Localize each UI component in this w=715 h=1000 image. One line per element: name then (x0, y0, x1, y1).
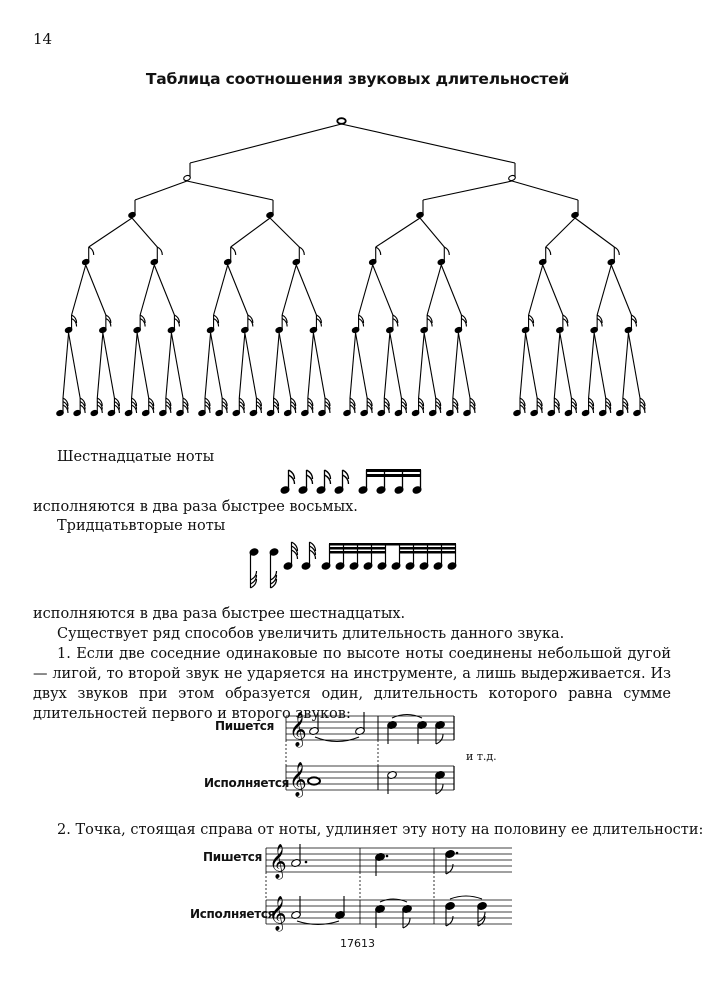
thirtysecond-note (176, 398, 188, 416)
sixteenth-note (590, 315, 602, 333)
tree-branch (373, 265, 393, 315)
tree-branch (359, 265, 373, 315)
tree-branch (89, 218, 132, 247)
thirtysecond-note (360, 398, 372, 416)
sixteenth-note (207, 315, 219, 333)
tree-branch (274, 333, 280, 398)
tree-branch (597, 265, 611, 315)
half-note (183, 163, 191, 181)
sixteenth-note (99, 315, 111, 333)
thirtysecond-note (463, 398, 475, 416)
thirtysecond-note (56, 398, 68, 416)
sixteenth-note (522, 315, 534, 333)
sixteenth-note (556, 315, 568, 333)
thirtysecond-note (159, 398, 171, 416)
eighth-note (150, 247, 162, 265)
tree-branch (296, 265, 316, 315)
sixteenth-note (420, 315, 432, 333)
tree-branch (589, 333, 595, 398)
thirtysecond-note (343, 398, 355, 416)
tree-branch (205, 333, 211, 398)
tree-branch (356, 333, 368, 398)
thirtysecond-note (125, 398, 137, 416)
sixteenth-note (624, 315, 636, 333)
eighth-note (607, 247, 619, 265)
rule-2-text: 2. Точка, стоящая справа от ноты, удлиняет эту ноту на половину ее длительности: (57, 822, 704, 838)
tree-branch (132, 333, 138, 398)
tree-branch (187, 181, 273, 200)
thirtysecond-note (107, 398, 119, 416)
tree-branch (512, 181, 578, 200)
tree-branch (137, 333, 149, 398)
sixteenth-note (133, 315, 145, 333)
thirtysecond-note (394, 398, 406, 416)
tree-branch (308, 333, 314, 398)
tree-branch (132, 218, 157, 247)
treble-clef-icon: 𝄞 (269, 896, 287, 931)
tree-branch (282, 265, 296, 315)
thirtysecond-note (283, 542, 297, 570)
tree-branch (214, 265, 228, 315)
tree-branch (86, 265, 106, 315)
treble-clef-icon: 𝄞 (289, 762, 307, 797)
tie-example-staves (282, 710, 462, 800)
tree-branch (554, 333, 560, 398)
thirtysecond-note (249, 398, 261, 416)
sixteenth-note (298, 470, 312, 494)
sixteenth-description: исполняются в два раза быстрее восьмых. (33, 499, 358, 515)
tree-branch (154, 265, 174, 315)
tree-branch (419, 333, 425, 398)
tree-branch (529, 265, 543, 315)
tree-branch (135, 181, 187, 200)
thirtysecond-note (215, 398, 227, 416)
thirtysecond-note (90, 398, 102, 416)
thirtysecond-note (633, 398, 645, 416)
thirtysecond-note (377, 398, 389, 416)
thirtysecond-note (616, 398, 628, 416)
tree-branch (420, 218, 444, 247)
thirtysecond-note (318, 398, 330, 416)
sixteenth-note (334, 470, 348, 494)
tree-branch (546, 218, 575, 247)
tree-branch (140, 265, 154, 315)
dot-example-staves (262, 842, 522, 932)
tree-branch (424, 333, 436, 398)
thirtysecond-note (429, 398, 441, 416)
example1-written-label: Пишется (215, 719, 275, 733)
thirtysecond-note (412, 398, 424, 416)
tree-branch (239, 333, 245, 398)
tree-branch (231, 218, 270, 247)
sixteenth-note (167, 315, 179, 333)
sixteenth-note (316, 470, 330, 494)
tree-branch (594, 333, 606, 398)
thirtysecond-note (530, 398, 542, 416)
tree-branch (245, 333, 257, 398)
tree-branch (171, 333, 183, 398)
tree-branch (228, 265, 248, 315)
half-note (508, 163, 516, 181)
tree-branch (313, 333, 325, 398)
rule-1-text: 1. Если две соседние одинаковые по высоте ноты соединены небольшой дугой — лигой, то второй звук не ударяется на инструменте, а лишь выдерживается. Из двух звуков при этом образуется один, длительность которого равна сумме длительностей первого и второго звуков: (33, 646, 671, 722)
thirtysecond-notes-example (240, 538, 500, 598)
sixteenth-note (241, 315, 253, 333)
eighth-note (437, 247, 449, 265)
tree-branch (526, 333, 538, 398)
treble-clef-icon: 𝄞 (289, 712, 307, 747)
quarter-note (571, 200, 579, 218)
thirtysecond-note (249, 548, 259, 588)
tree-branch (423, 181, 512, 200)
page-number: 14 (33, 30, 53, 48)
tree-branch (427, 265, 441, 315)
tree-branch (623, 333, 629, 398)
thirtysecond-note (564, 398, 576, 416)
tree-branch (211, 333, 223, 398)
sixteenth-notes-example (275, 464, 435, 498)
quarter-note (266, 200, 274, 218)
quarter-note (416, 200, 424, 218)
sixteenth-note (280, 470, 294, 494)
thirtysecond-note (446, 398, 458, 416)
eighth-note (369, 247, 381, 265)
tree-branch (190, 124, 342, 163)
example1-performed-label: Исполняется (204, 776, 290, 790)
tree-branch (520, 333, 526, 398)
thirtysecond-note (547, 398, 559, 416)
tree-branch (611, 265, 631, 315)
tree-branch (628, 333, 640, 398)
eighth-note (292, 247, 304, 265)
thirtysecond-note (198, 398, 210, 416)
tree-branch (560, 333, 572, 398)
tree-branch (350, 333, 356, 398)
sixteenth-label: Шестнадцатые ноты (57, 449, 215, 465)
tree-branch (63, 333, 69, 398)
thirtysecond-note (301, 398, 313, 416)
sixteenth-note (386, 315, 398, 333)
page-title: Таблица соотношения звуковых длительностей (145, 70, 570, 88)
thirtysecond-note (599, 398, 611, 416)
footer-code: 17613 (340, 937, 375, 950)
example2-written-label: Пишется (203, 850, 263, 864)
thirtysecond-note (284, 398, 296, 416)
sixteenth-note (309, 315, 321, 333)
sixteenth-note (454, 315, 466, 333)
treble-clef-icon: 𝄞 (269, 844, 287, 879)
thirtysecond-description: исполняются в два раза быстрее шестнадцатых. (33, 606, 406, 622)
quarter-note (128, 200, 136, 218)
tree-branch (270, 218, 299, 247)
tree-branch (97, 333, 103, 398)
beamed-thirtyseconds (321, 543, 457, 570)
thirtysecond-label: Тридцатьвторые ноты (57, 518, 226, 534)
tree-branch (441, 265, 461, 315)
tree-branch (376, 218, 420, 247)
tree-branch (279, 333, 291, 398)
example1-etc: и т.д. (466, 750, 497, 763)
example2-performed-label: Исполняется (190, 907, 276, 921)
tree-branch (103, 333, 115, 398)
tree-branch (342, 124, 516, 163)
thirtysecond-note (269, 548, 279, 588)
sixteenth-note (275, 315, 287, 333)
tree-branch (72, 265, 86, 315)
thirtysecond-note (301, 542, 315, 570)
thirtysecond-note (582, 398, 594, 416)
sixteenth-note (352, 315, 364, 333)
eighth-note (539, 247, 551, 265)
tree-branch (543, 265, 563, 315)
tree-branch (384, 333, 390, 398)
tree-branch (69, 333, 81, 398)
thirtysecond-note (142, 398, 154, 416)
tree-branch (458, 333, 470, 398)
eighth-note (82, 247, 94, 265)
note-duration-tree (0, 0, 715, 440)
tree-branch (390, 333, 402, 398)
tree-branch (166, 333, 172, 398)
eighth-note (224, 247, 236, 265)
ways-intro: Существует ряд способов увеличить длительность данного звука. (57, 626, 565, 642)
whole-note (337, 118, 345, 124)
tree-branch (575, 218, 614, 247)
thirtysecond-note (267, 398, 279, 416)
thirtysecond-note (73, 398, 85, 416)
sixteenth-note (65, 315, 77, 333)
tree-branch (453, 333, 459, 398)
thirtysecond-note (513, 398, 525, 416)
beamed-sixteenths (358, 469, 422, 494)
thirtysecond-note (232, 398, 244, 416)
